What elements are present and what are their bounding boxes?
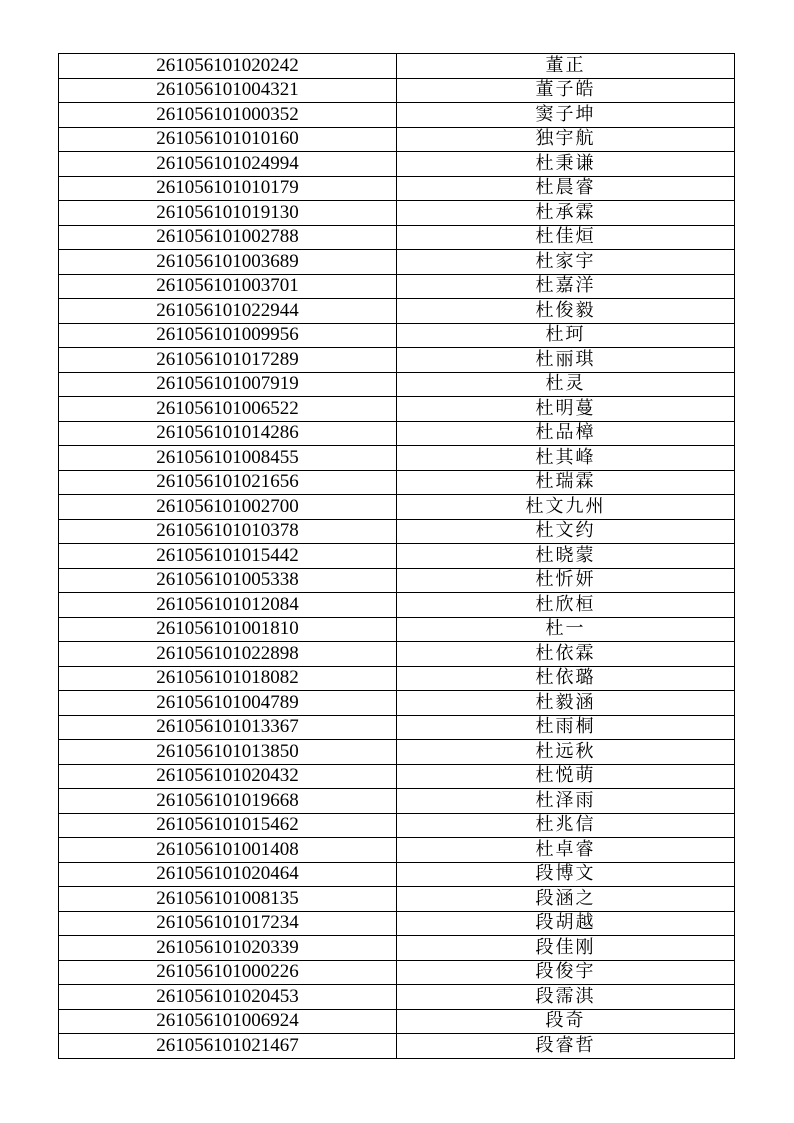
candidate-id-cell: 261056101008455: [59, 446, 397, 471]
candidate-name-cell: 段俊宇: [397, 960, 735, 985]
table-row: [59, 789, 735, 814]
candidate-table-body: [59, 54, 735, 1059]
candidate-name-cell: 段博文: [397, 862, 735, 887]
table-row: [59, 250, 735, 275]
candidate-id-cell: 261056101020339: [59, 936, 397, 961]
candidate-name-cell: 杜文九州: [397, 495, 735, 520]
table-row: [59, 152, 735, 177]
table-row: [59, 1034, 735, 1059]
candidate-id-cell: 261056101010179: [59, 176, 397, 201]
candidate-name-cell: 杜欣桓: [397, 593, 735, 618]
table-row: [59, 421, 735, 446]
table-row: [59, 103, 735, 128]
candidate-id-cell: 261056101007919: [59, 372, 397, 397]
table-row: [59, 691, 735, 716]
candidate-id-cell: 261056101019130: [59, 201, 397, 226]
candidate-id-cell: 261056101013850: [59, 740, 397, 765]
candidate-id-cell: 261056101002700: [59, 495, 397, 520]
candidate-id-cell: 261056101024994: [59, 152, 397, 177]
candidate-id-cell: 261056101006924: [59, 1009, 397, 1034]
candidate-name-cell: 杜晨睿: [397, 176, 735, 201]
table-row: [59, 740, 735, 765]
candidate-name-cell: 段奇: [397, 1009, 735, 1034]
candidate-id-cell: 261056101009956: [59, 323, 397, 348]
table-row: [59, 544, 735, 569]
candidate-name-cell: 杜俊毅: [397, 299, 735, 324]
table-row: [59, 985, 735, 1010]
table-row: [59, 911, 735, 936]
candidate-name-cell: 段霈淇: [397, 985, 735, 1010]
candidate-name-cell: 段佳刚: [397, 936, 735, 961]
table-row: [59, 274, 735, 299]
candidate-id-cell: 261056101005338: [59, 568, 397, 593]
candidate-id-cell: 261056101018082: [59, 666, 397, 691]
table-row: [59, 960, 735, 985]
candidate-id-cell: 261056101001810: [59, 617, 397, 642]
table-row: [59, 372, 735, 397]
candidate-name-cell: 杜灵: [397, 372, 735, 397]
candidate-id-cell: 261056101017289: [59, 348, 397, 373]
candidate-name-cell: 杜依霖: [397, 642, 735, 667]
candidate-name-cell: 杜其峰: [397, 446, 735, 471]
candidate-name-cell: 杜佳烜: [397, 225, 735, 250]
candidate-table: [58, 53, 735, 1059]
candidate-name-cell: 杜品樟: [397, 421, 735, 446]
candidate-id-cell: 261056101020464: [59, 862, 397, 887]
candidate-name-cell: 杜悦萌: [397, 764, 735, 789]
candidate-id-cell: 261056101000352: [59, 103, 397, 128]
candidate-name-cell: 窦子坤: [397, 103, 735, 128]
table-row: [59, 568, 735, 593]
candidate-name-cell: 杜毅涵: [397, 691, 735, 716]
candidate-id-cell: 261056101001408: [59, 838, 397, 863]
candidate-name-cell: 杜一: [397, 617, 735, 642]
candidate-id-cell: 261056101002788: [59, 225, 397, 250]
table-row: [59, 936, 735, 961]
candidate-id-cell: 261056101021467: [59, 1034, 397, 1059]
table-row: [59, 593, 735, 618]
table-row: [59, 642, 735, 667]
candidate-id-cell: 261056101013367: [59, 715, 397, 740]
candidate-id-cell: 261056101006522: [59, 397, 397, 422]
candidate-id-cell: 261056101015462: [59, 813, 397, 838]
candidate-id-cell: 261056101022944: [59, 299, 397, 324]
table-row: [59, 838, 735, 863]
candidate-id-cell: 261056101000226: [59, 960, 397, 985]
table-row: [59, 495, 735, 520]
candidate-name-cell: 杜泽雨: [397, 789, 735, 814]
candidate-name-cell: 杜家宇: [397, 250, 735, 275]
table-row: [59, 397, 735, 422]
candidate-id-cell: 261056101021656: [59, 470, 397, 495]
table-row: [59, 862, 735, 887]
table-row: [59, 617, 735, 642]
candidate-id-cell: 261056101020453: [59, 985, 397, 1010]
candidate-id-cell: 261056101003701: [59, 274, 397, 299]
table-row: [59, 299, 735, 324]
candidate-name-cell: 杜丽琪: [397, 348, 735, 373]
candidate-id-cell: 261056101022898: [59, 642, 397, 667]
candidate-id-cell: 261056101003689: [59, 250, 397, 275]
table-row: [59, 470, 735, 495]
candidate-id-cell: 261056101017234: [59, 911, 397, 936]
candidate-name-cell: 杜秉谦: [397, 152, 735, 177]
table-row: [59, 813, 735, 838]
candidate-id-cell: 261056101020242: [59, 54, 397, 79]
table-row: [59, 764, 735, 789]
candidate-id-cell: 261056101004789: [59, 691, 397, 716]
table-row: [59, 1009, 735, 1034]
candidate-name-cell: 杜忻妍: [397, 568, 735, 593]
candidate-name-cell: 杜文约: [397, 519, 735, 544]
table-row: [59, 323, 735, 348]
table-row: [59, 887, 735, 912]
table-row: [59, 519, 735, 544]
candidate-name-cell: 杜兆信: [397, 813, 735, 838]
candidate-name-cell: 独宇航: [397, 127, 735, 152]
candidate-name-cell: 杜嘉洋: [397, 274, 735, 299]
candidate-name-cell: 段涵之: [397, 887, 735, 912]
candidate-id-cell: 261056101019668: [59, 789, 397, 814]
table-row: [59, 176, 735, 201]
table-row: [59, 666, 735, 691]
candidate-id-cell: 261056101008135: [59, 887, 397, 912]
candidate-name-cell: 董正: [397, 54, 735, 79]
table-row: [59, 78, 735, 103]
candidate-name-cell: 杜明蔓: [397, 397, 735, 422]
candidate-id-cell: 261056101004321: [59, 78, 397, 103]
candidate-name-cell: 杜卓睿: [397, 838, 735, 863]
table-row: [59, 201, 735, 226]
candidate-name-cell: 杜依璐: [397, 666, 735, 691]
table-row: [59, 54, 735, 79]
table-row: [59, 348, 735, 373]
candidate-name-cell: 杜珂: [397, 323, 735, 348]
candidate-id-cell: 261056101020432: [59, 764, 397, 789]
candidate-id-cell: 261056101015442: [59, 544, 397, 569]
table-row: [59, 715, 735, 740]
candidate-name-cell: 杜晓蒙: [397, 544, 735, 569]
table-row: [59, 446, 735, 471]
candidate-id-cell: 261056101010160: [59, 127, 397, 152]
candidate-name-cell: 杜瑞霖: [397, 470, 735, 495]
table-row: [59, 127, 735, 152]
candidate-id-cell: 261056101014286: [59, 421, 397, 446]
candidate-id-cell: 261056101012084: [59, 593, 397, 618]
candidate-name-cell: 杜远秋: [397, 740, 735, 765]
table-row: [59, 225, 735, 250]
candidate-name-cell: 段胡越: [397, 911, 735, 936]
candidate-name-cell: 杜雨桐: [397, 715, 735, 740]
candidate-id-cell: 261056101010378: [59, 519, 397, 544]
candidate-name-cell: 段睿哲: [397, 1034, 735, 1059]
candidate-name-cell: 董子皓: [397, 78, 735, 103]
candidate-name-cell: 杜承霖: [397, 201, 735, 226]
